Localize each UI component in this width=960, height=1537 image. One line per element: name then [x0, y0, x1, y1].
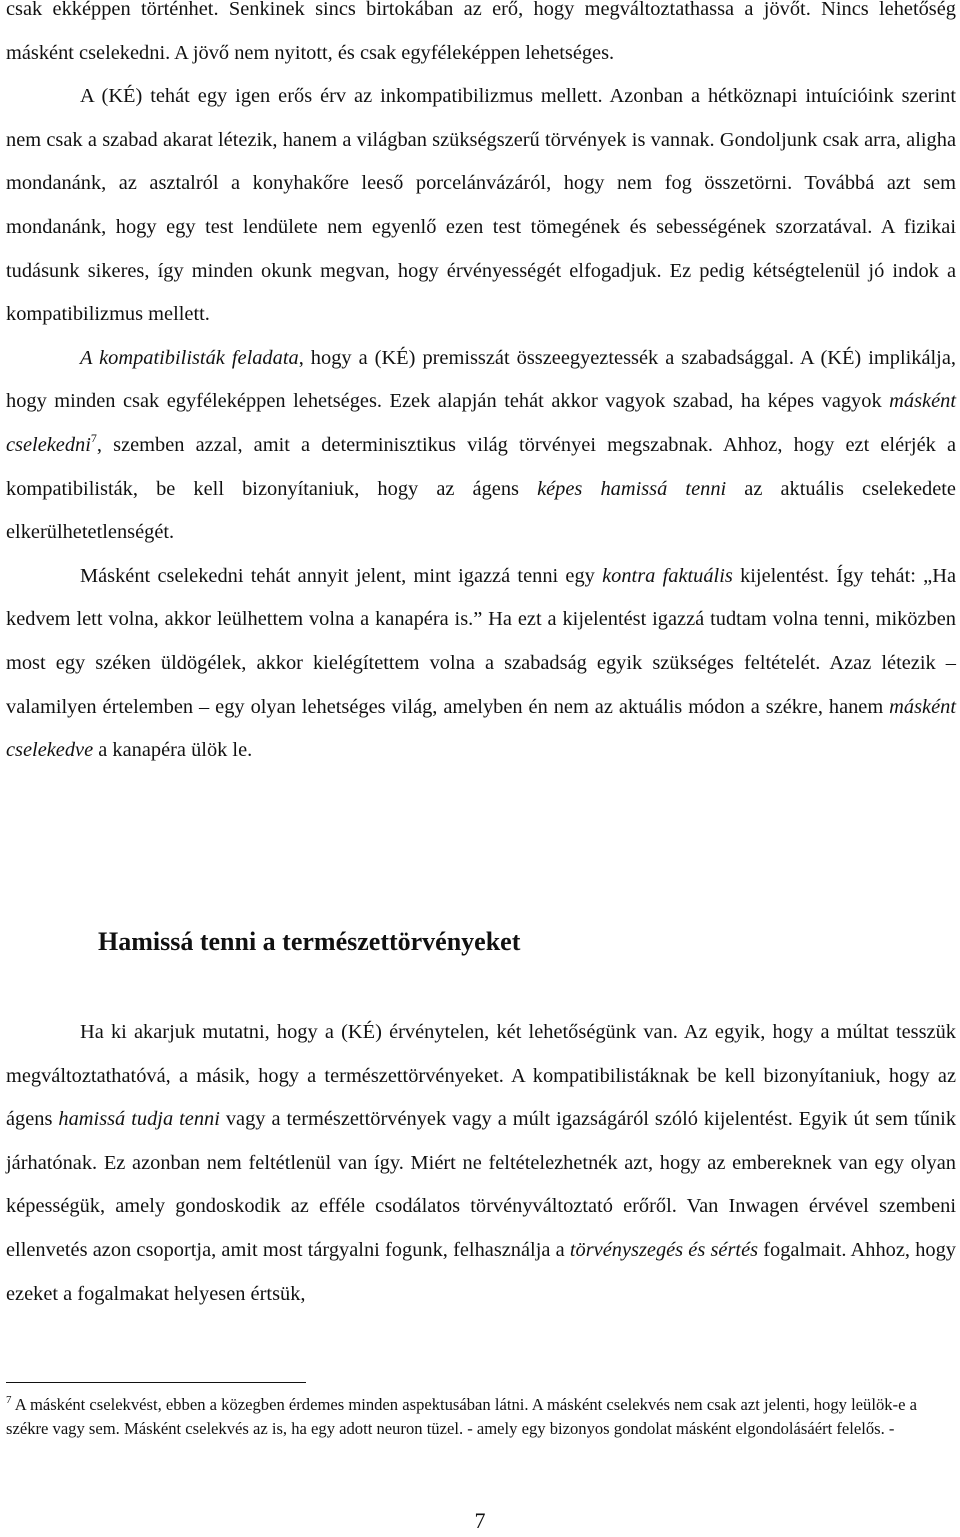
paragraph-2 [6, 75, 956, 337]
emphasis-text: másként cselekedni [6, 390, 956, 456]
footnote-text: A másként cselekvést, ebben a közegben érdemes minden aspektusában látni. A másként cselekvés nem csak azt jelenti, hogy leülök-e a székre vagy sem. Másként cselekvés az is, ha egy adott neuron tüzel. - amely egy bizonyos gondolat másként elgondolásáért felelős. - [6, 1395, 917, 1438]
paragraph-text: A (KÉ) tehát egy igen erős érv az inkompatibilizmus mellett. Azonban a hétköznapi intuícióink szerint nem csak a szabad akarat létezik, hanem a világban szükségszerű törvények is vannak. Gondoljunk csak arra, aligha mondanánk, az asztalról a konyhakőre leeső porcelánvázáról, hogy nem fog összetörni. Továbbá azt sem mondanánk, hogy egy test lendülete nem egyenlő ezen test tömegének és sebességének szorzatával. A fizikai tudásunk sikeres, így minden okunk megvan, hogy érvényességét elfogadjuk. Ez pedig kétségtelenül jó indok a kompatibilizmus mellett. [6, 85, 956, 326]
emphasis-text: másként cselekedve [6, 695, 956, 762]
footnote-number: 7 [6, 1394, 12, 1406]
paragraph-text: , szemben azzal, amit a determinisztikus világ törvényei megszabnak. Ahhoz, hogy ezt elérjék a kompatibilisták, be kell bizonyítaniuk, hogy az ágens [6, 433, 956, 500]
paragraph-text: az aktuális cselekedete elkerülhetetlenségét. [6, 477, 956, 544]
emphasis-text: kontra faktuális [602, 564, 733, 587]
paragraph-text: kijelentést. Így tehát: „Ha kedvem lett volna, akkor leülhettem volna a kanapéra is.” Ha ezt a kijelentést igazzá tudtam volna tenni, miközben most egy széken üldögélek, akkor kielégítettem volna a szabadság egyik szükséges feltételét. Azaz létezik – valamilyen értelemben – egy olyan lehetséges világ, amelyben én nem az aktuális módon a székre, hanem [6, 564, 956, 718]
section-heading: Hamissá tenni a természettörvényeket [98, 927, 521, 956]
emphasis-text: A kompatibilisták feladata [80, 346, 299, 369]
paragraph-text: fogalmait. Ahhoz, hogy ezeket a fogalmakat helyesen értsük, [6, 1238, 956, 1305]
emphasis-text: törvényszegés és sértés [569, 1238, 759, 1261]
footnote-reference[interactable]: 7 [90, 430, 97, 445]
footnote [6, 1393, 938, 1441]
emphasis-text: képes hamissá tenni [537, 477, 727, 500]
footnote-divider [6, 1382, 306, 1383]
paragraph-text: , hogy a (KÉ) premisszát összeegyeztessék a szabadsággal. A (KÉ) implikálja, hogy minden csak egyféleképpen lehetséges. Ezek alapján tehát akkor vagyok szabad, ha képes vagyok [6, 346, 956, 413]
paragraph-5 [6, 1011, 956, 1316]
paragraph-3 [6, 337, 956, 555]
paragraph-text: Másként cselekedni tehát annyit jelent, mint igazzá tenni egy [80, 564, 603, 587]
paragraph-text: vagy a természettörvények vagy a múlt igazságáról szóló kijelentést. Egyik út sem tűnik járhatónak. Ez azonban nem feltétlenül van így. Miért ne feltételezhetnék azt, hogy az embereknek van egy olyan képességük, amely gondoskodik az efféle csodálatos törvényváltoztató erőről. Van Inwagen érvével szembeni ellenvetés azon csoportja, amit most tárgyalni fogunk, felhasználja a [6, 1108, 957, 1261]
page-number: 7 [474, 1508, 486, 1533]
paragraph-text: Ha ki akarjuk mutatni, hogy a (KÉ) érvénytelen, két lehetőségünk van. Az egyik, hogy a múltat tesszük megváltoztathatóvá, a másik, hogy a természettörvényeket. A kompatibilistáknak be kell bizonyítaniuk, hogy az ágens [6, 1021, 956, 1131]
paragraph-4 [6, 555, 956, 773]
paragraph-1 [6, 0, 956, 75]
emphasis-text: hamissá tudja tenni [58, 1108, 220, 1131]
paragraph-text: a kanapéra ülök le. [93, 739, 253, 762]
paragraph-text: csak ekképpen történhet. Senkinek sincs birtokában az erő, hogy megváltoztathassa a jövőt. Nincs lehetőség másként cselekedni. A jövő nem nyitott, és csak egyféleképpen lehetséges. [6, 0, 956, 64]
section-body [6, 1011, 956, 1316]
